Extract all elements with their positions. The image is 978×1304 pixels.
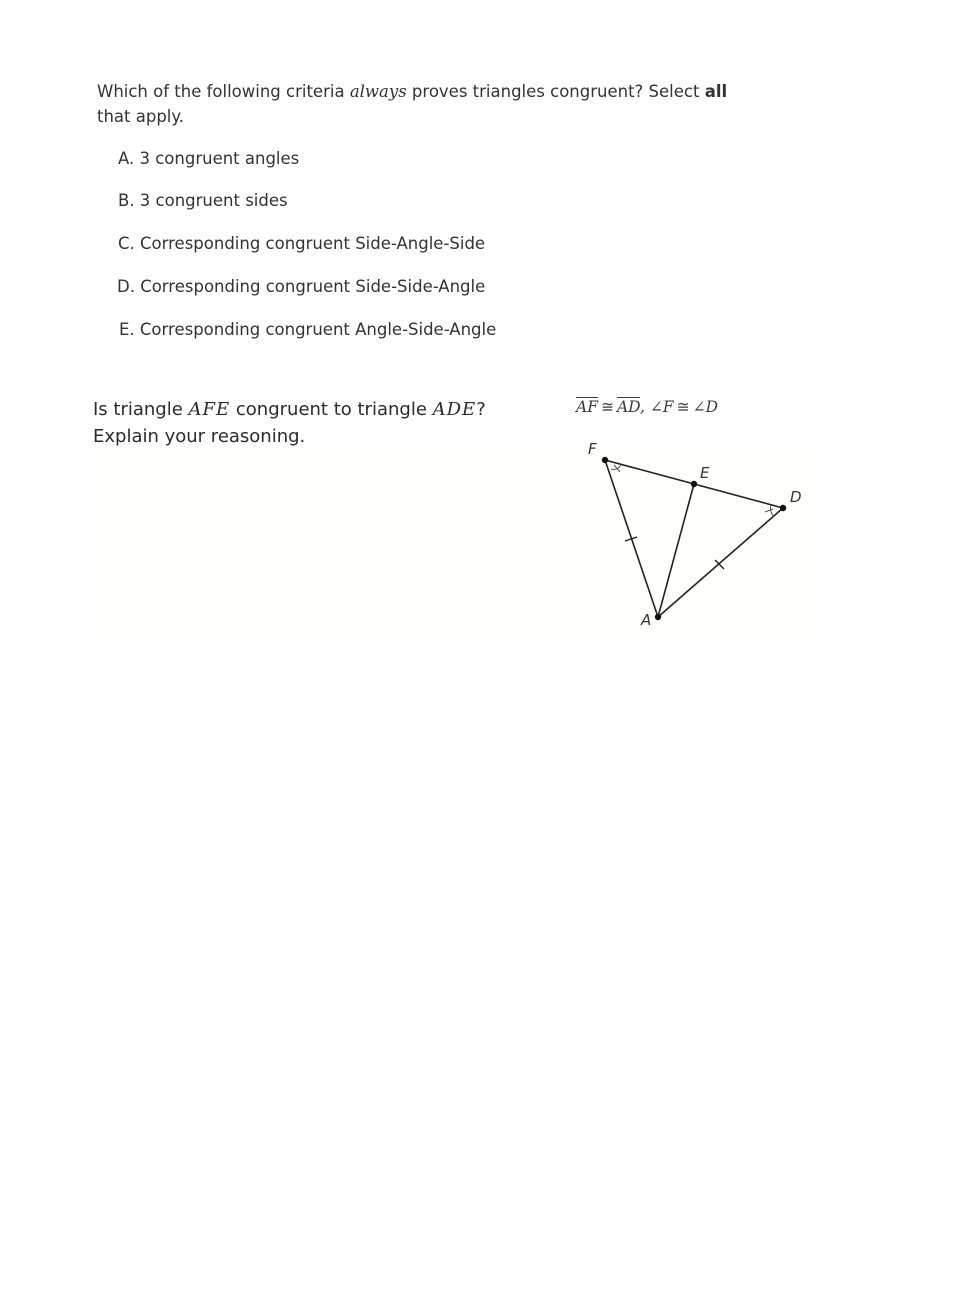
separator: , (640, 398, 645, 416)
angle-arc-d (770, 505, 774, 517)
question-2-prompt (93, 396, 513, 450)
q2-line2: Explain your reasoning. (93, 426, 306, 447)
prompt-text-middle: proves triangles congruent? Select (406, 82, 705, 101)
angle-tick-d (765, 509, 773, 512)
prompt-strong: all (704, 82, 728, 101)
angle-f: ∠F (649, 398, 674, 416)
angle-tick-f (614, 465, 620, 472)
segment-ad: $\overline{AD}$ (616, 398, 641, 416)
triangle-afe: AFE (188, 399, 231, 420)
option-e[interactable]: E. Corresponding congruent Angle-Side-Angle (119, 320, 497, 339)
label-d: D (790, 488, 802, 506)
option-b[interactable]: B. 3 congruent sides (118, 191, 288, 210)
option-a[interactable]: A. 3 congruent angles (118, 149, 300, 168)
q2-middle: congruent to triangle (230, 399, 433, 420)
segment-ea (658, 484, 694, 617)
given-statement (576, 398, 718, 416)
congruent-symbol-1: ≅ (600, 398, 614, 416)
option-c[interactable]: C. Corresponding congruent Side-Angle-Side (118, 234, 486, 253)
point-a (655, 614, 661, 620)
prompt-emphasis: always (349, 82, 407, 101)
option-d[interactable]: D. Corresponding congruent Side-Side-Angle (117, 277, 486, 296)
segment-af: $\overline{AF}$ (576, 398, 598, 416)
point-e (691, 481, 697, 487)
label-e: E (700, 464, 710, 482)
angle-d: ∠D (692, 398, 719, 416)
triangle-figure (560, 430, 820, 645)
triangle-ade: ADE (432, 399, 477, 420)
congruent-symbol-2: ≅ (676, 398, 690, 416)
q2-prefix: Is triangle (93, 399, 189, 420)
prompt-text-end: that apply. (97, 107, 185, 126)
prompt-text-start: Which of the following criteria (97, 82, 350, 101)
label-a: A (641, 611, 652, 629)
point-d (780, 505, 786, 511)
point-f (602, 457, 608, 463)
q2-suffix: ? (476, 399, 486, 420)
label-f: F (588, 440, 597, 458)
segment-da (658, 508, 783, 617)
question-1-prompt (97, 79, 737, 129)
